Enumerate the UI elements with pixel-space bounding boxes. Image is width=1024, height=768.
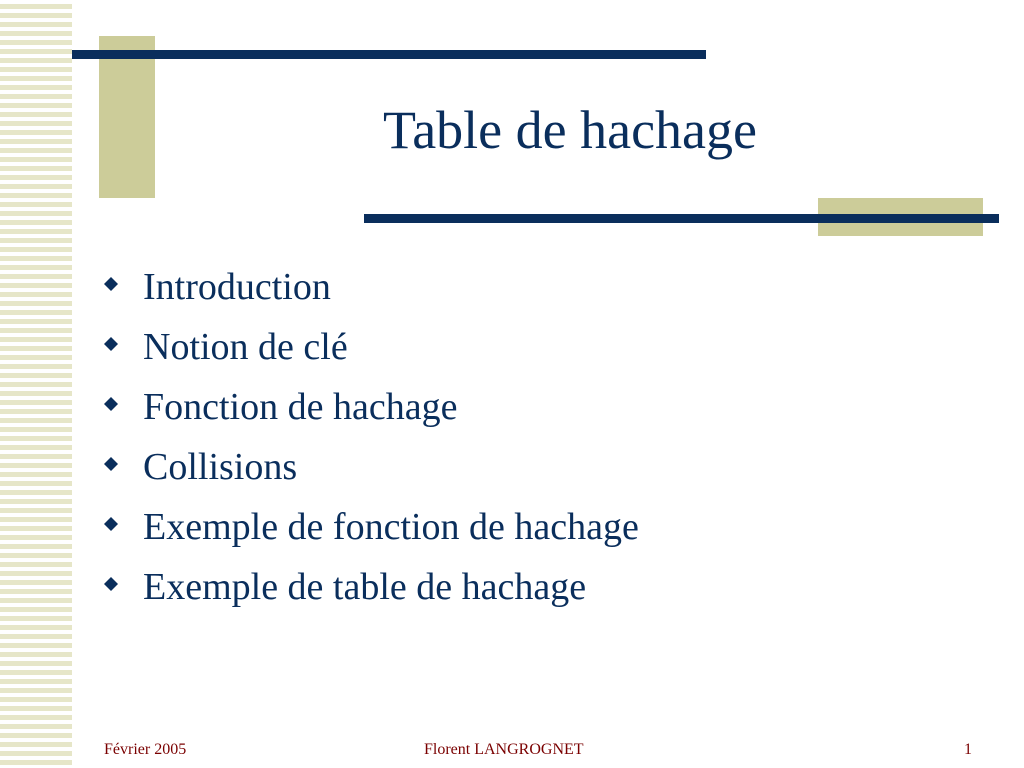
- bullet-label: Collisions: [143, 446, 298, 488]
- bullet-item: [104, 257, 639, 317]
- footer-date: Février 2005: [104, 741, 187, 758]
- diamond-icon: [104, 457, 118, 471]
- bullet-label: Notion de clé: [143, 326, 348, 368]
- footer-author: Florent LANGROGNET: [424, 741, 584, 758]
- accent-block-left: [99, 36, 155, 198]
- bullet-label: Fonction de hachage: [143, 386, 458, 428]
- bullet-label: Exemple de fonction de hachage: [143, 506, 639, 548]
- bullet-item: [104, 437, 639, 497]
- top-rule: [72, 50, 706, 59]
- slide-title: Table de hachage: [383, 100, 757, 160]
- diamond-icon: [104, 337, 118, 351]
- decorative-stripe-band: [0, 0, 72, 768]
- bullet-item: [104, 317, 639, 377]
- bullet-label: Exemple de table de hachage: [143, 566, 587, 608]
- diamond-icon: [104, 397, 118, 411]
- bullet-item: [104, 497, 639, 557]
- bullet-list: [104, 257, 639, 617]
- diamond-icon: [104, 277, 118, 291]
- bullet-item: [104, 377, 639, 437]
- bullet-item: [104, 557, 639, 617]
- diamond-icon: [104, 577, 118, 591]
- bottom-rule: [364, 214, 999, 223]
- footer-page-number: 1: [964, 741, 972, 758]
- diamond-icon: [104, 517, 118, 531]
- bullet-label: Introduction: [143, 266, 331, 308]
